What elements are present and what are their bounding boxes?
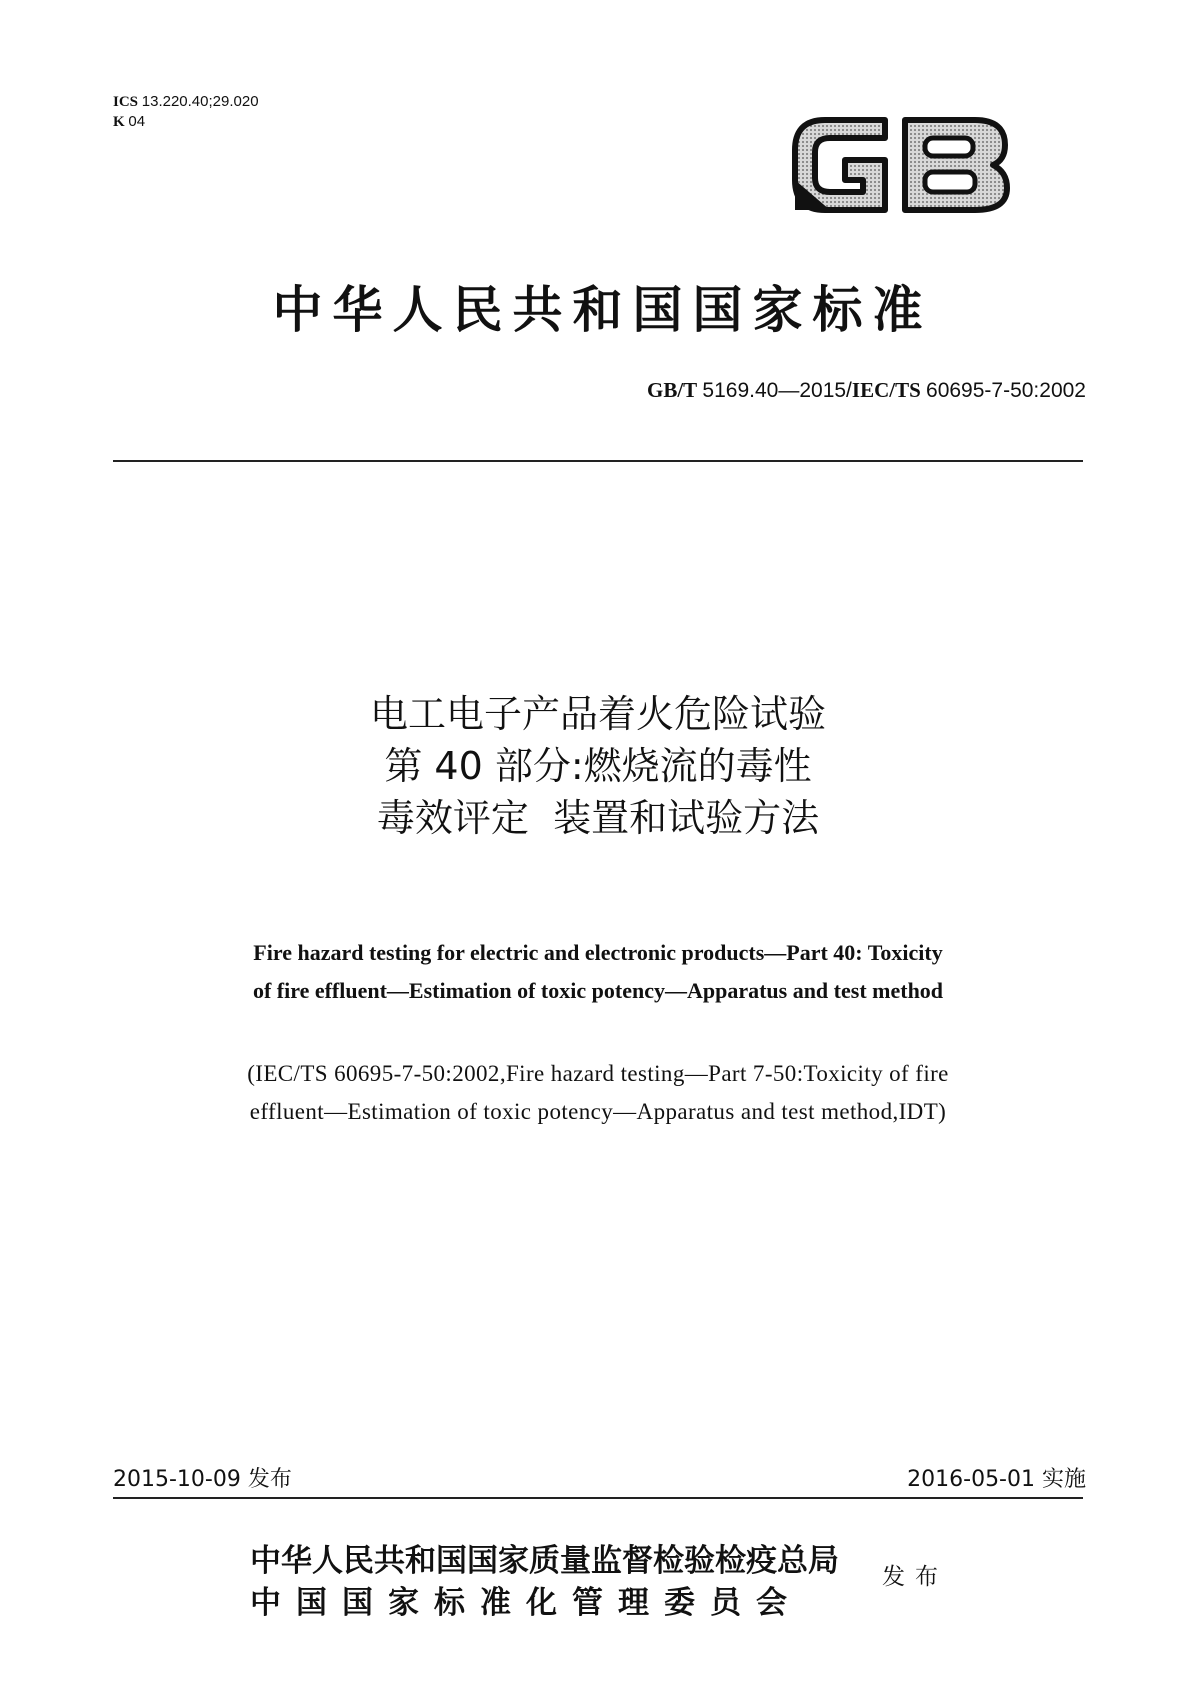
- title-cn-line1: 电工电子产品着火危险试验: [369, 692, 826, 736]
- top-divider: [113, 460, 1083, 462]
- k-line: [113, 112, 259, 132]
- implementation-date: 2016-05-01 实施: [907, 1467, 1086, 1492]
- iec-number: 60695-7-50:2002: [926, 379, 1086, 402]
- k-label: K: [113, 114, 125, 130]
- standard-number-value: 5169.40—2015/: [702, 379, 852, 402]
- standard-prefix: GB/T: [646, 378, 698, 402]
- issuer-sac: 中国国家标准化管理委员会: [250, 1585, 802, 1621]
- publish-label: 发布: [882, 1564, 948, 1590]
- title-en-line2: of fire effluent—Estimation of toxic potency—Apparatus and test method: [252, 978, 944, 1003]
- issue-date: 2015-10-09 发布: [113, 1467, 292, 1492]
- title-en-line1: Fire hazard testing for electric and electronic products—Part 40: Toxicity: [253, 940, 943, 965]
- k-value: 04: [128, 113, 146, 130]
- standard-number: [647, 378, 1086, 403]
- gb-logo: [785, 100, 1015, 230]
- identical-line2: effluent—Estimation of toxic potency—Apparatus and test method,IDT): [249, 1099, 947, 1124]
- issuer-aqsiq: 中华人民共和国国家质量监督检验检疫总局: [250, 1543, 839, 1579]
- title-cn-line3: 毒效评定 装置和试验方法: [376, 796, 820, 840]
- iec-prefix: IEC/TS: [851, 378, 921, 402]
- title-cn-line2: 第 40 部分:燃烧流的毒性: [384, 744, 812, 788]
- ics-classification: [113, 92, 259, 132]
- identical-line1: (IEC/TS 60695-7-50:2002,Fire hazard testing—Part 7-50:Toxicity of fire: [247, 1061, 949, 1086]
- ics-line: [113, 92, 259, 112]
- title-english: [113, 934, 1083, 1010]
- identical-reference: [113, 1055, 1083, 1131]
- national-standard-title: 中华人民共和国国家标准: [272, 280, 933, 339]
- ics-value: 13.220.40;29.020: [141, 93, 259, 110]
- ics-label: ICS: [113, 94, 139, 110]
- bottom-divider: [113, 1497, 1083, 1499]
